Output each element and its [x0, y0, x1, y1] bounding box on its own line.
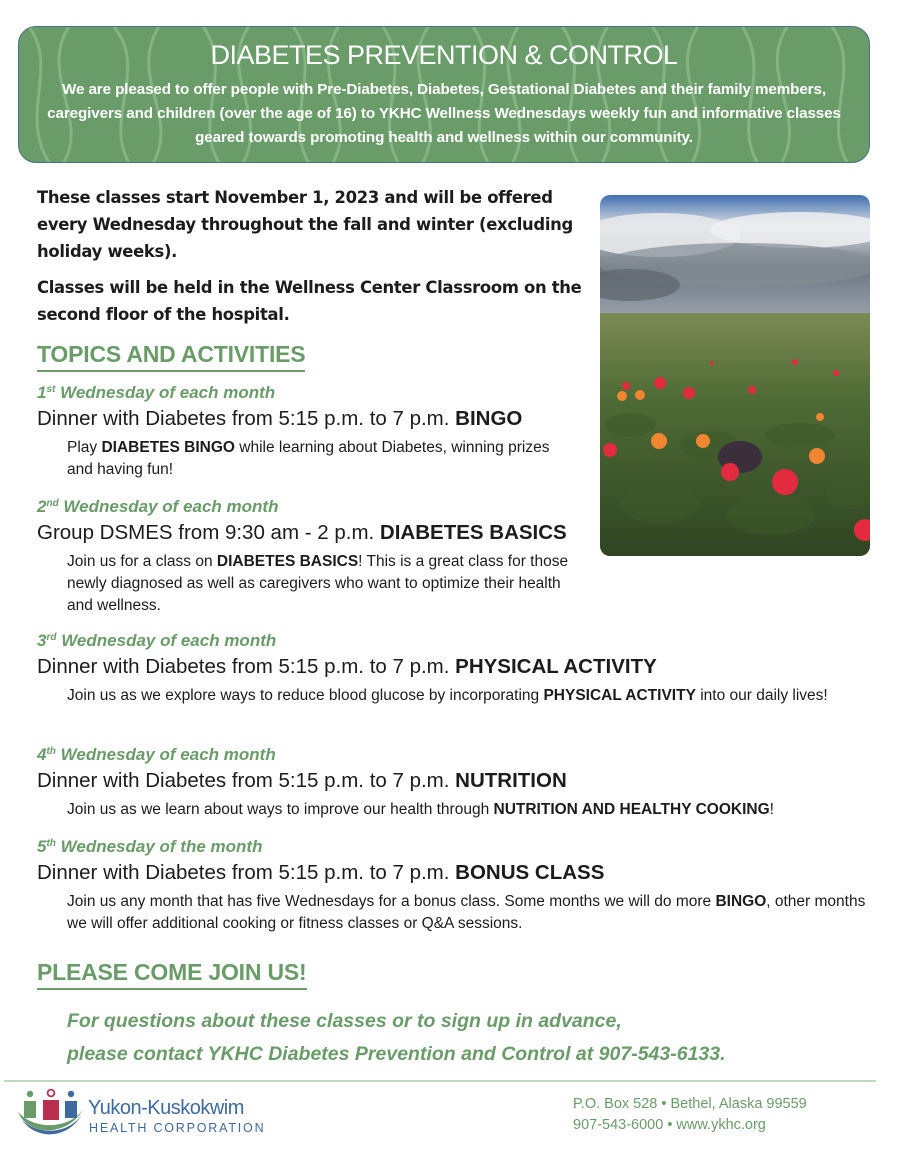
intro-section [37, 184, 587, 328]
topic-5th-wednesday [37, 836, 877, 935]
topic-when: 3rd Wednesday of each month [37, 631, 277, 650]
ykhc-logo [16, 1088, 296, 1140]
topic-title: Dinner with Diabetes from 5:15 p.m. to 7 p.m. BONUS CLASS [37, 861, 605, 884]
logo-subtitle: HEALTH CORPORATION [89, 1121, 266, 1135]
topic-description: Join us for a class on DIABETES BASICS! This is a great class for those newly diagnosed as well as caregivers who want to optimize their health and wellness. [67, 553, 569, 614]
topic-when: 1st Wednesday of each month [37, 383, 276, 402]
join-us-heading: PLEASE COME JOIN US! [37, 958, 307, 990]
topic-description: Play DIABETES BINGO while learning about Diabetes, winning prizes and having fun! [67, 439, 550, 478]
topic-description: Join us as we learn about ways to improve our health through NUTRITION AND HEALTHY COOKING! [67, 801, 774, 818]
address-line: P.O. Box 528 • Bethel, Alaska 99559 [573, 1096, 807, 1112]
header-banner [18, 26, 870, 163]
topic-description: Join us any month that has five Wednesdays for a bonus class. Some months we will do more BINGO, other months we will offer additional cooking or fitness classes or Q&A sessions. [67, 893, 866, 932]
topic-when: 5th Wednesday of the month [37, 837, 263, 856]
topic-2nd-wednesday [37, 496, 877, 617]
topic-title: Dinner with Diabetes from 5:15 p.m. to 7 p.m. PHYSICAL ACTIVITY [37, 655, 657, 678]
topic-4th-wednesday [37, 744, 877, 821]
footer-address [573, 1094, 807, 1136]
topics-heading: TOPICS AND ACTIVITIES [37, 340, 305, 372]
topic-title: Group DSMES from 9:30 am - 2 p.m. DIABETES BASICS [37, 521, 567, 544]
topic-when: 4th Wednesday of each month [37, 745, 276, 764]
topic-3rd-wednesday [37, 630, 877, 707]
banner-title: DIABETES PREVENTION & CONTROL [210, 40, 678, 70]
contact-line-1: For questions about these classes or to sign up in advance, [67, 1010, 622, 1032]
phone-website-line: 907-543-6000 • www.ykhc.org [573, 1117, 766, 1133]
topic-title: Dinner with Diabetes from 5:15 p.m. to 7 p.m. BINGO [37, 407, 523, 430]
footer-divider [4, 1080, 876, 1082]
topic-1st-wednesday [37, 382, 877, 481]
topic-description: Join us as we explore ways to reduce blood glucose by incorporating PHYSICAL ACTIVITY into our daily lives! [67, 687, 828, 704]
ykhc-logo-icon [16, 1088, 86, 1140]
contact-line-2: please contact YKHC Diabetes Prevention and Control at 907-543-6133. [67, 1043, 726, 1065]
logo-name: Yukon-Kuskokwim [88, 1097, 244, 1119]
topic-when: 2nd Wednesday of each month [37, 497, 279, 516]
contact-info [67, 1005, 726, 1071]
banner-intro-text: We are pleased to offer people with Pre-Diabetes, Diabetes, Gestational Diabetes and their family members, caregivers and children (over the age of 16) to YKHC Wellness Wednesdays weekly fun and informative classes geared towards promoting health and wellness within our community. [47, 81, 841, 146]
schedule-paragraph: These classes start November 1, 2023 and will be offered every Wednesday throughout the fall and winter (excluding holiday weeks). [37, 188, 573, 261]
topic-title: Dinner with Diabetes from 5:15 p.m. to 7 p.m. NUTRITION [37, 769, 567, 792]
location-paragraph: Classes will be held in the Wellness Center Classroom on the second floor of the hospital. [37, 278, 582, 324]
